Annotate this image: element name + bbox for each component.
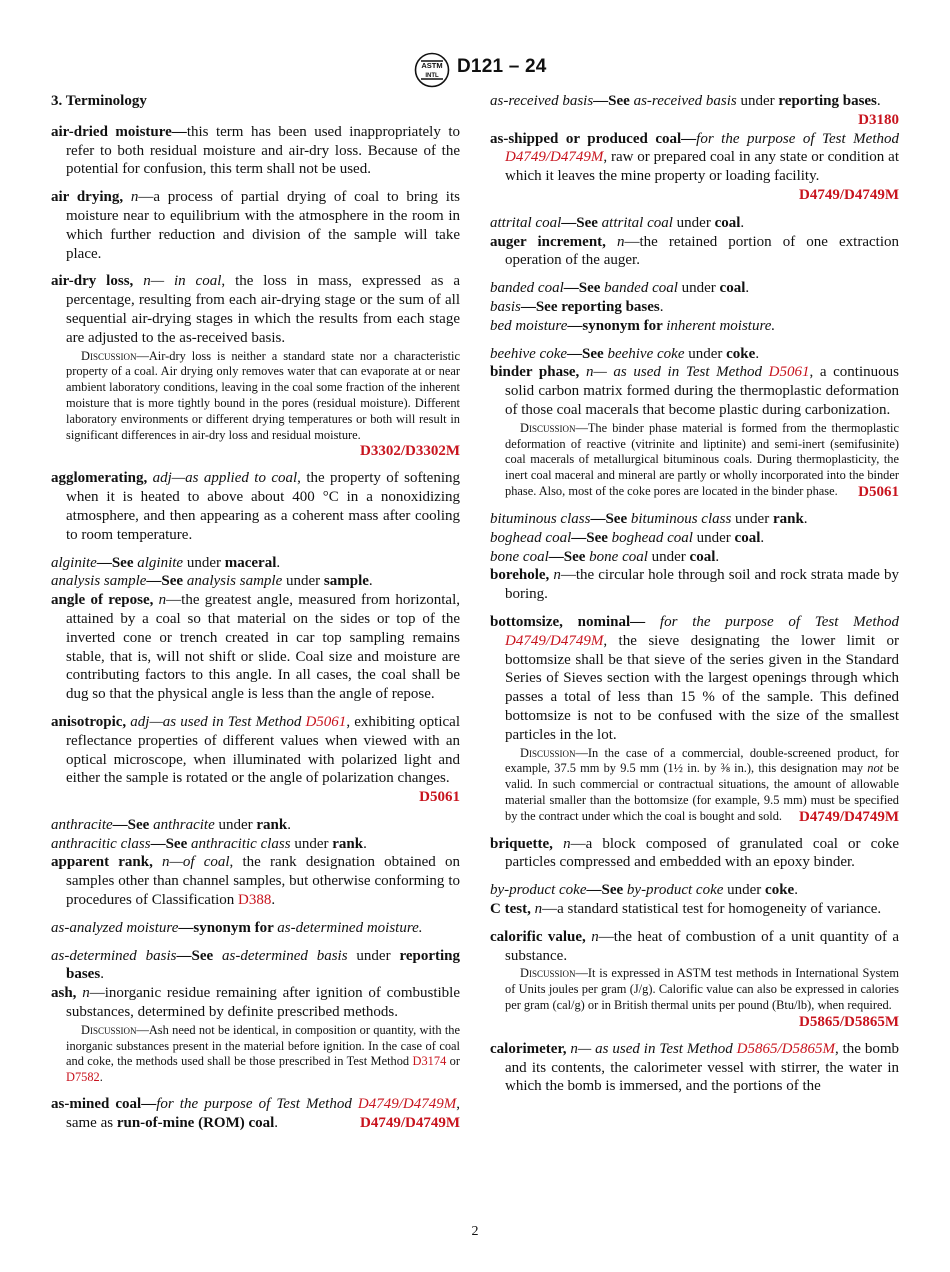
reference-link[interactable]: D5061 xyxy=(419,789,460,806)
test-method-link[interactable]: D5865/D5865M xyxy=(736,1040,835,1057)
entry-as-determined-basis: as-determined basis—See as-determined basis under reporting bases. xyxy=(51,947,460,983)
entry-boghead-coal: boghead coal—See boghead coal under coal. xyxy=(490,529,765,546)
discussion-ash: Discussion—Ash need not be identical, in composition or quantity, with the inorganic substances present in the material before ignition. In the case of coal and coke, the methods used shall be those prescribed in Test Method D3174 or D7582. xyxy=(66,1022,461,1085)
entry-briquette: briquette, n—a block composed of granulated coal or coke particles compressed and embedded with an epoxy binder. xyxy=(490,835,899,871)
svg-text:ASTM: ASTM xyxy=(421,61,443,70)
entry-as-mined-coal: as-mined coal—for the purpose of Test Method D4749/D4749M, same as run-of-mine (ROM) coal. D4749/D4749M xyxy=(51,1096,460,1131)
entry-anisotropic: anisotropic, adj—as used in Test Method D5061, exhibiting optical reflectance properties of different values when viewed with an optical microscope, when illuminated with polarized light and either the sample is rotated or the angle of polarization changes. D5061 xyxy=(51,713,460,806)
svg-text:INTL: INTL xyxy=(425,73,439,79)
entry-bottomsize-nominal: bottomsize, nominal— for the purpose of Test Method D4749/D4749M, the sieve designating the lower limit or bottomsize shall be that sieve of the series given in the Standard Series of Sieves section with the largest openings through which passes a total of less than 15 % of the sample. This defined bottomsize is not to be confused with the size of the smallest particles in the lot. xyxy=(490,613,899,743)
test-method-link[interactable]: D7582 xyxy=(66,1070,100,1085)
entry-anthracitic-class: anthracitic class—See anthracitic class under rank. xyxy=(51,835,367,852)
test-method-link[interactable]: D4749/D4749M xyxy=(357,1096,457,1113)
entry-beehive-coke: beehive coke—See beehive coke under coke. xyxy=(490,345,760,362)
reference-link[interactable]: D5061 xyxy=(858,483,899,500)
entry-air-dried-moisture: air-dried moisture—this term has been used inappropriately to refer to both residual moisture and air-dry loss. Because of the potential for confusion, this term shall not be used. xyxy=(51,123,460,178)
test-method-link[interactable]: D5061 xyxy=(305,713,347,730)
entry-anthracite: anthracite—See anthracite under rank. xyxy=(51,816,291,833)
entry-air-dry-loss: air-dry loss, n— in coal, the loss in mass, expressed as a percentage, resulting from each air-drying stage or the sum of all sequential air-drying stages in which the results from each stage are adjusted to the as-received basis. xyxy=(51,273,460,346)
entry-auger-increment: auger increment, n—the retained portion of one extraction operation of the auger. xyxy=(490,233,899,269)
entry-bone-coal: bone coal—See bone coal under coal. xyxy=(490,548,720,565)
entry-apparent-rank: apparent rank, n—of coal, the rank designation obtained on samples other than channel samples, but otherwise conforming to procedures of Classification D388. xyxy=(51,854,460,909)
entry-c-test: C test, n—a standard statistical test for homogeneity of variance. xyxy=(490,901,882,918)
page-number: 2 xyxy=(471,1224,479,1239)
reference-link[interactable]: D3302/D3302M xyxy=(360,443,460,460)
entry-bituminous-class: bituminous class—See bituminous class under rank. xyxy=(490,510,808,527)
section-title: 3. Terminology xyxy=(51,93,147,109)
reference-link[interactable]: D3180 xyxy=(858,111,899,128)
reference-link[interactable]: D5865/D5865M xyxy=(799,1013,899,1030)
entry-ash: ash, n—inorganic residue remaining after ignition of combustible substances, determined by definite prescribed methods. xyxy=(51,985,461,1021)
entry-calorific-value: calorific value, n—the heat of combustion of a unit quantity of a substance. xyxy=(490,928,900,964)
reference-link[interactable]: D4749/D4749M xyxy=(799,186,899,203)
entry-by-product-coke: by-product coke—See by-product coke under coke. xyxy=(490,882,798,899)
entry-bed-moisture: bed moisture—synonym for inherent moisture. xyxy=(490,317,776,334)
test-method-link[interactable]: D4749/D4749M xyxy=(505,632,604,649)
entry-basis: basis—See reporting bases. xyxy=(490,298,664,315)
entry-angle-of-repose: angle of repose, n—the greatest angle, measured from horizontal, attained by a coal so that material on the sides or top of the inverted cone or trench created in car top sampling remains stable, that is, will not shift or slide. Coal size and moisture are contributing factors to this angle. In all cases, the coal shall be dug so that the physical angle is less than the angle of repose. xyxy=(51,592,460,703)
entry-air-drying: air drying, n—a process of partial drying of coal to bring its moisture near to equilibrium with the atmosphere in the room in which further reduction and division of the sample will take place. xyxy=(51,189,460,262)
entry-as-shipped-coal: as-shipped or produced coal—for the purpose of Test Method D4749/D4749M, raw or prepared coal in any state or condition at which it leaves the mine property or loading facility. D4749/D4749M xyxy=(490,130,899,203)
entry-binder-phase: binder phase, n— as used in Test Method D5061, a continuous solid carbon matrix formed during the thermoplastic deformation of those coal macerals that become plastic during carbonization. xyxy=(490,364,899,418)
discussion-air-dry-loss: Discussion—Air-dry loss is neither a standard state nor a characteristic property of a coal. Air drying only removes water that can evaporate at or near ambient laboratory conditions, leaving in the coal some fraction of the inherent moisture that is more tightly bound in the pores (residual moisture). Different laboratory environments or different drying temperatures or both will result in significant differences in air-dry loss and residual moisture. D3302/D3302M xyxy=(66,348,460,460)
entry-attrital-coal: attrital coal—See attrital coal under coal. xyxy=(490,214,745,231)
entry-as-analyzed-moisture: as-analyzed moisture—synonym for as-determined moisture. xyxy=(51,919,423,936)
reference-link[interactable]: D4749/D4749M xyxy=(799,808,899,825)
document-id: D121 – 24 xyxy=(457,56,547,77)
entry-analysis-sample: analysis sample—See analysis sample under sample. xyxy=(51,573,373,590)
left-column xyxy=(51,92,460,1133)
astm-logo-icon xyxy=(414,52,450,88)
entry-borehole: borehole, n—the circular hole through soil and rock strata made by boring. xyxy=(490,567,899,603)
discussion-calorific-value: Discussion—It is expressed in ASTM test methods in International System of Units joules per gram (J/g). Calorific value can also be expressed in calories per gram (cal/g) or in British thermal units per pound (Btu/lb), when required. D5865/D5865M xyxy=(505,966,899,1030)
test-method-link[interactable]: D4749/D4749M xyxy=(505,149,604,166)
reference-link[interactable]: D4749/D4749M xyxy=(360,1114,460,1131)
classification-link[interactable]: D388 xyxy=(238,892,272,909)
discussion-bottomsize: Discussion—In the case of a commercial, double-screened product, for example, 37.5 mm by 9.5 mm (1½ in. by ⅜ in.), this designation may not be valid. In such commercial or contractual situations, the amount of allowable material smaller than the bottomsize (for example, 9.5 mm) must be specified by the contract under which the coal is bought and sold. D4749/D4749M xyxy=(505,745,899,825)
entry-agglomerating: agglomerating, adj—as applied to coal, the property of softening when it is heated to above about 400 °C in a nonoxidizing atmosphere, and then appearing as a coherent mass after cooling to room temperature. xyxy=(51,470,460,543)
test-method-link[interactable]: D3174 xyxy=(412,1054,447,1069)
entry-calorimeter: calorimeter, n— as used in Test Method D5865/D5865M, the bomb and its contents, the calorimeter vessel with stirrer, the water in which the bomb is immersed, and the portions of the xyxy=(490,1040,899,1095)
discussion-binder-phase: Discussion—The binder phase material is formed from the thermoplastic deformation of reactive (vitrinite and liptinite) and semi-inert (semifusinite) coal macerals of metallurgical bituminous coals. During thermoplasticity, the inert coal maceral and mineral are partly or wholly incorporated into the binder phase. Also, most of the coke pores are located in the binder phase. D5061 xyxy=(505,420,899,500)
page-header xyxy=(0,50,950,90)
entry-alginite: alginite—See alginite under maceral. xyxy=(51,554,281,571)
test-method-link[interactable]: D5061 xyxy=(768,364,810,381)
right-column xyxy=(490,92,899,1096)
entry-banded-coal: banded coal—See banded coal under coal. xyxy=(490,280,750,297)
entry-as-received-basis: as-received basis—See as-received basis under reporting bases. D3180 xyxy=(490,93,899,128)
